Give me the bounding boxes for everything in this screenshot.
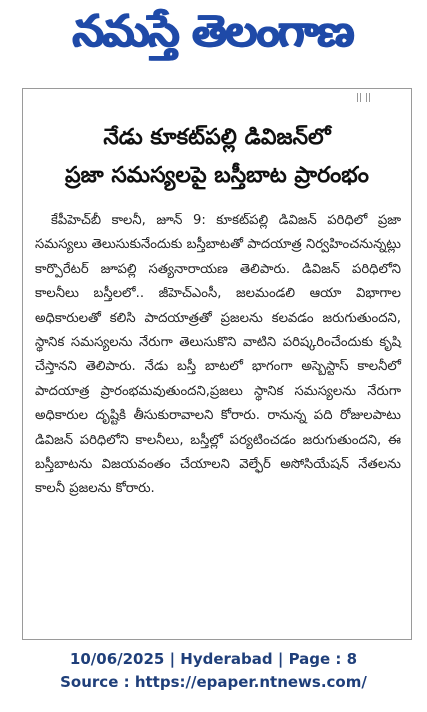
headline-line-2: ప్రజా సమస్యలపై బస్తీబాట ప్రారంభం xyxy=(65,163,369,188)
headline-line-1: నేడు కూకట్‌పల్లి డివిజన్‌లో xyxy=(103,125,331,150)
article-frame xyxy=(22,88,412,640)
newspaper-masthead: నమస్తే తెలంగాణ xyxy=(72,8,354,57)
article-body: కేపీహెచ్‌బీ కాలనీ, జూన్ 9: కూకట్‌పల్లి డివిజన్ పరిధిలో ప్రజా సమస్యలు తెలుసుకునేందుకు బస్తీబాటతో పాదయాత్ర నిర్వహించనున్నట్లు కార్పొరేటర్ జూపల్లి సత్యనారాయణ తెలిపారు. డివిజన్ పరిధిలోని కాలనీలు బస్తీలలో.. జీహెచ్‌ఎంసీ, జలమండలి ఆయా విభాగాల అధికారులతో కలిసి పాదయాత్రతో ప్రజలను కలవడం జరుగుతుందని, స్థానిక సమస్యలను నేరుగా తెలుసుకొని వాటిని పరిష్కరించేందుకు కృషి చేస్తానని తెలిపారు. నేడు బస్తీ బాటలో భాగంగా అస్బెస్టాస్ కాలనీలో పాదయాత్ర ప్రారంభమవుతుందని,ప్రజలు స్థానిక సమస్యలను నేరుగా అధికారుల దృష్టికి తీసుకురావాలని కోరారు. రానున్న పది రోజులపాటు డివిజన్ పరిధిలోని కాలనీలు, బస్తీల్లో పర్యటించడం జరుగుతుందని, ఈ బస్తీబాటను విజయవంతం చేయాలని వెల్ఫేర్ అసోసియేషన్ నేతలను కాలనీ ప్రజలను కోరారు. xyxy=(35,213,401,497)
crop-mark: || || xyxy=(356,93,371,103)
footer-source: Source : https://epaper.ntnews.com/ xyxy=(60,673,367,691)
footer-date-edition: 10/06/2025 | Hyderabad | Page : 8 xyxy=(69,650,358,668)
article-headline xyxy=(29,119,405,195)
